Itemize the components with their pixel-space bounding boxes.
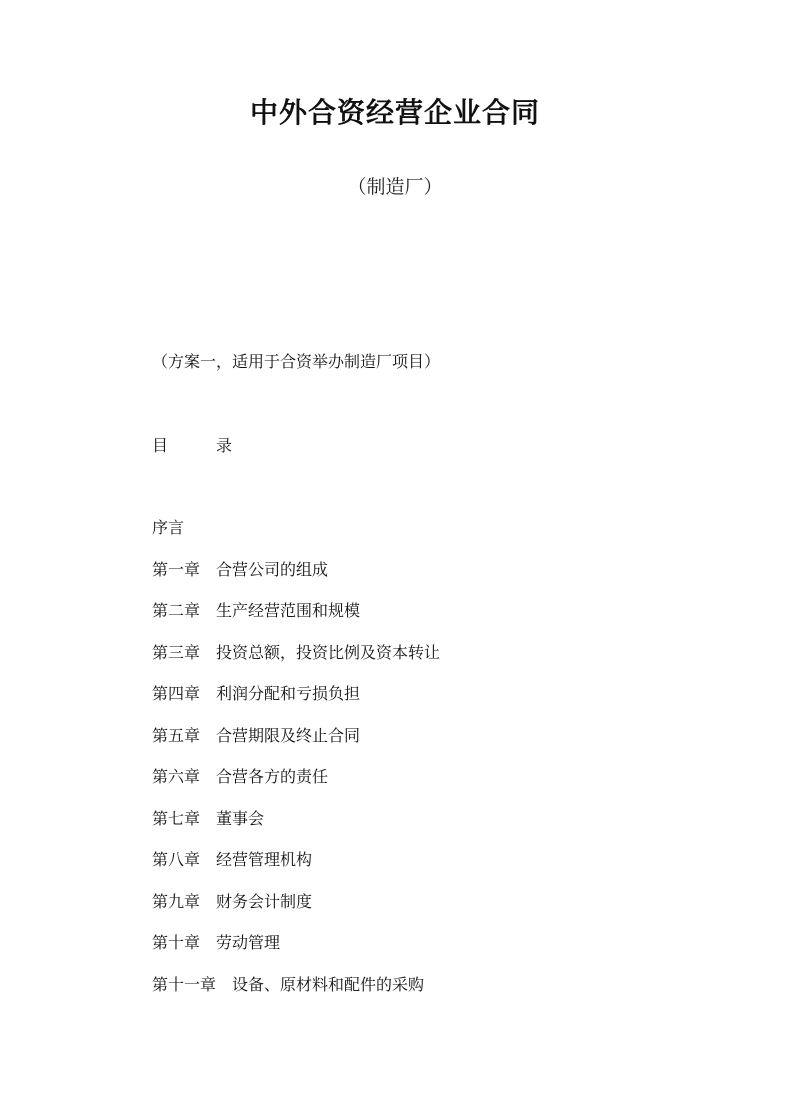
toc-item-title: 合营期限及终止合同 <box>216 725 361 745</box>
toc-item-number: 第七章 <box>152 808 201 828</box>
document-note: （方案一，适用于合资举办制造厂项目） <box>152 352 441 371</box>
toc-item-chapter-10 <box>152 931 440 973</box>
toc-item-number: 第八章 <box>152 850 201 869</box>
toc-item-chapter-4 <box>152 682 440 724</box>
toc-item-title: 经营管理机构 <box>216 850 313 869</box>
toc-item-number: 第四章 <box>152 684 201 703</box>
toc-item-number: 第一章 <box>152 559 201 579</box>
toc-item-title: 合营公司的组成 <box>216 559 329 579</box>
toc-item-number: 第三章 <box>152 642 201 662</box>
toc-item-number: 第二章 <box>152 601 201 620</box>
toc-item-chapter-7 <box>152 807 440 849</box>
toc-item-title: 设备、原材料和配件的采购 <box>232 974 425 994</box>
toc-item-number: 第九章 <box>152 891 201 911</box>
toc-item-chapter-5 <box>152 724 440 766</box>
document-subtitle: （制造厂） <box>347 176 443 198</box>
toc-item-title: 生产经营范围和规模 <box>216 601 361 620</box>
toc-item-chapter-2 <box>152 599 440 641</box>
toc-item-chapter-9 <box>152 890 440 932</box>
toc-item-title: 投资总额，投资比例及资本转让 <box>216 642 441 662</box>
table-of-contents <box>152 516 440 1014</box>
toc-item-title: 财务会计制度 <box>216 891 313 911</box>
toc-item-number: 第六章 <box>152 767 201 786</box>
toc-item-chapter-11 <box>152 973 440 1015</box>
document-title: 中外合资经营企业合同 <box>249 96 540 129</box>
toc-item-chapter-6 <box>152 765 440 807</box>
toc-item-title: 利润分配和亏损负担 <box>216 684 361 703</box>
toc-item-number: 序言 <box>152 518 185 537</box>
toc-item-chapter-3 <box>152 641 440 683</box>
toc-item-preface <box>152 516 440 558</box>
toc-item-chapter-8 <box>152 848 440 890</box>
toc-item-number: 第十一章 <box>152 974 217 994</box>
toc-item-chapter-1 <box>152 558 440 600</box>
toc-item-title: 劳动管理 <box>216 933 281 952</box>
toc-item-number: 第五章 <box>152 725 201 745</box>
toc-item-title: 合营各方的责任 <box>216 767 329 786</box>
toc-item-number: 第十章 <box>152 933 201 952</box>
toc-item-title: 董事会 <box>216 808 265 828</box>
toc-heading: 目 录 <box>152 436 233 455</box>
